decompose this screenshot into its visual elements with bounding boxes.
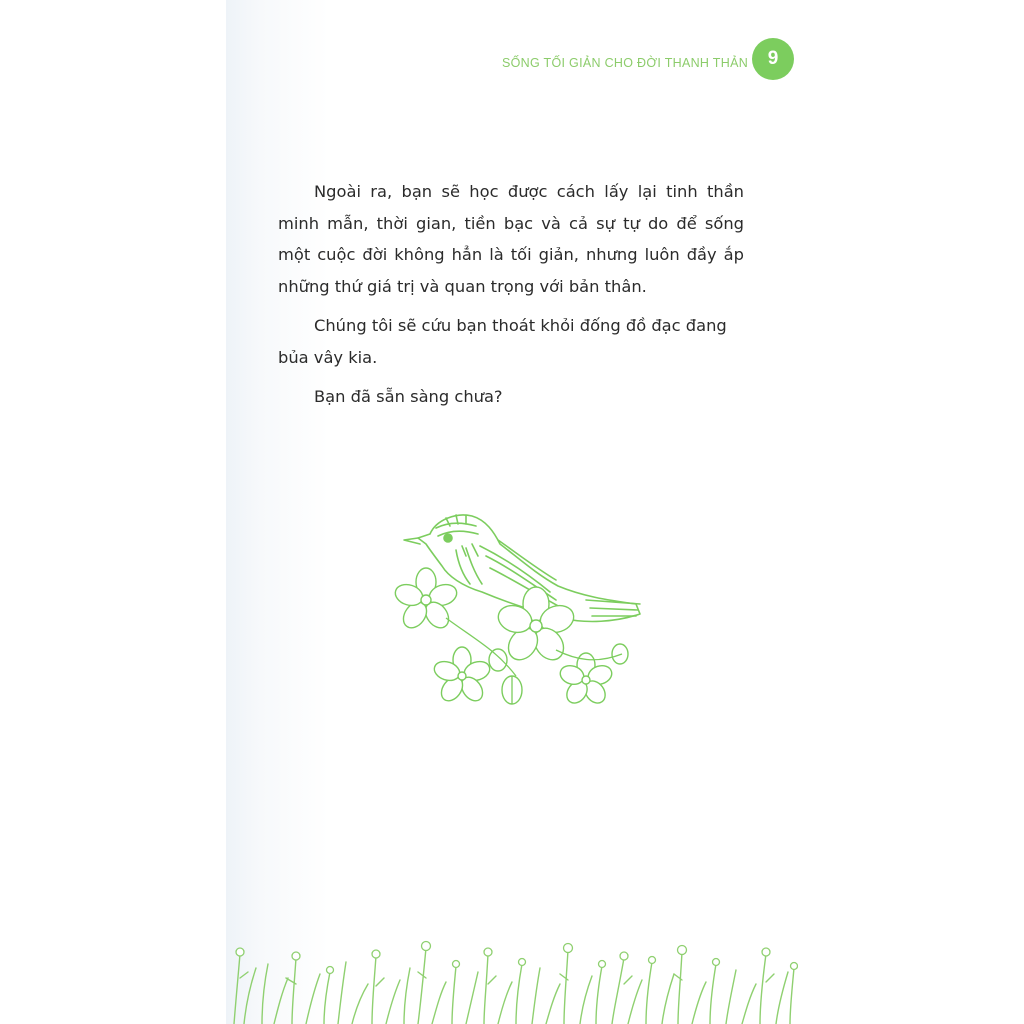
paragraph: Ngoài ra, bạn sẽ học được cách lấy lại tinh thần minh mẫn, thời gian, tiền bạc và cả sự tự do để sống một cuộc đời không hẳn là tối giản, nhưng luôn đầy ắp những thứ giá trị và quan trọng với bản thân. bbox=[278, 182, 744, 296]
running-header: SỐNG TỐI GIẢN CHO ĐỜI THANH THẢN bbox=[502, 56, 749, 70]
page-number-badge: 9 bbox=[752, 38, 794, 80]
body-text bbox=[278, 176, 744, 421]
paragraph: Bạn đã sẵn sàng chưa? bbox=[314, 387, 503, 406]
book-page bbox=[226, 0, 798, 1024]
wildflower-grass-icon bbox=[226, 928, 798, 1024]
paragraph: Chúng tôi sẽ cứu bạn thoát khỏi đống đồ đạc đang bủa vây kia. bbox=[278, 316, 727, 367]
bird-on-blossom-icon bbox=[386, 500, 656, 730]
